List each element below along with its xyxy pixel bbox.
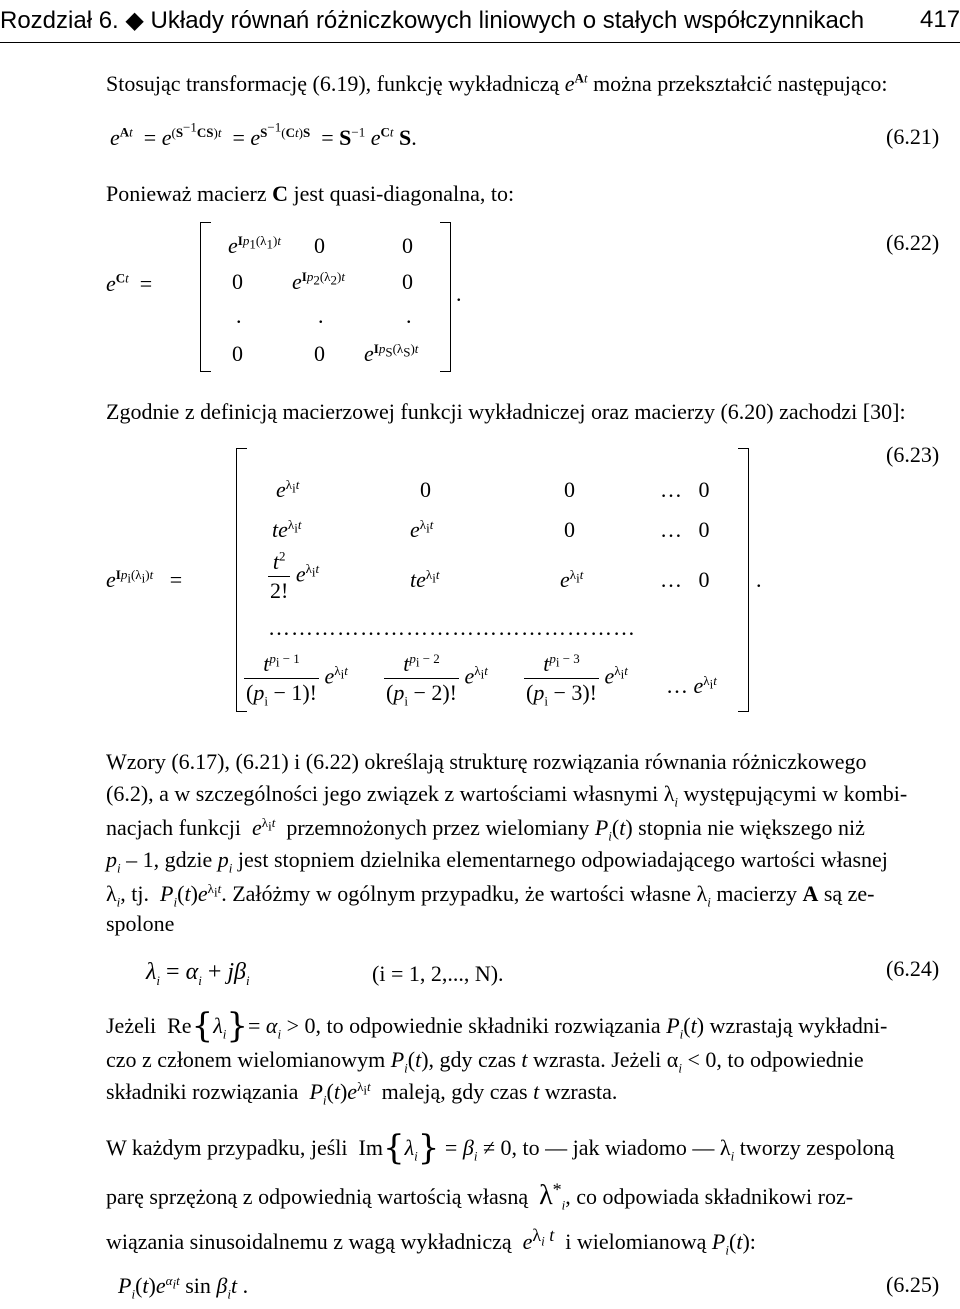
p4-line4: $p_i - 1$, gdzie $p_i$ jest stopniem dzielnika elementarnego odpowiadającego wartości własnej: [106, 847, 888, 876]
p5-line3: składniki rozwiązania $P_i(t)e^{\lambda_it}$ maleją, gdy czas t wzrasta.: [106, 1078, 618, 1108]
p4-line6: spolone: [106, 911, 175, 936]
p6-line1: W każdym przypadku, jeśli $Im\{\lambda_i\} = \beta_i \ne 0$, to — jak wiadomo — $\lambda_i$ tworzy zespoloną: [106, 1128, 895, 1168]
eq22-left-bracket: [200, 222, 211, 372]
paragraph-3: Zgodnie z definicją macierzowej funkcji wykładniczej oraz macierzy (6.20) zachodzi [30]:: [106, 399, 906, 424]
eq22-lhs: $e^{Ct}$ =: [106, 270, 153, 296]
p6-line2: parę sprzężoną z odpowiednią wartością własną $\lambda^*_i$, co odpowiada składnikowi roz-: [106, 1179, 854, 1213]
running-header: [0, 6, 960, 35]
eq23-right-bracket: [738, 448, 749, 712]
chapter-title: ◆ Układy równań różniczkowych liniowych o stałych współczynnikach: [125, 7, 865, 34]
equation-6-24: $\lambda_i = \alpha_i + j\beta_i$: [146, 959, 250, 988]
page-number: 417: [920, 6, 960, 33]
p4-line2: (6.2), a w szczególności jego związek z wartościami własnymi $\lambda_i$ występującymi w kombi-: [106, 781, 908, 810]
eq-number-6-25: (6.25): [886, 1272, 940, 1297]
p6-line3: wiązania sinusoidalnemu z wagą wykładniczą $e^{\lambda_i t}$ i wielomianową $P_i(t)$:: [106, 1224, 756, 1258]
chapter-label: Rozdział 6.: [0, 7, 119, 34]
paragraph-1: Stosując transformację (6.19), funkcję wykładniczą $e^{At}$ można przekształcić następująco:: [106, 70, 888, 96]
header-rule: [0, 42, 960, 43]
equation-6-25: $P_i(t)e^{\alpha_it}$ $\sin \beta_it$ .: [118, 1272, 249, 1302]
equation-6-21: $e^{At} = e^{(S^{-1}CS)t} = e^{S^{-1}(Ct)S} = S^{-1}$ $e^{Ct}$ S.: [110, 119, 417, 150]
p5-line1: Jeżeli $Re\{\lambda_i\}= \alpha_i > 0$, to odpowiednie składniki rozwiązania $P_i(t)$ wzrastają wykładni-: [106, 1006, 888, 1046]
eq24-condition: (i = 1, 2,..., N).: [372, 961, 504, 986]
p5-line2: czo z członem wielomianowym $P_i(t)$, gdy czas t wzrasta. Jeżeli $\alpha_i < 0$, to odpowiednie: [106, 1047, 864, 1076]
eq22-mss: $e^{Ip_S(\lambda_S)t}$: [364, 340, 419, 366]
eq-number-6-21: (6.21): [886, 124, 940, 149]
eq-number-6-23: (6.23): [886, 442, 940, 467]
paragraph-2: Ponieważ macierz C jest quasi-diagonalna, to:: [106, 181, 515, 206]
eq23-lhs: $e^{Ip_i(\lambda_i)t}$ =: [106, 566, 183, 592]
eq-number-6-24: (6.24): [886, 956, 940, 981]
eq22-m11: $e^{Ip_1(\lambda_1)t}$: [228, 232, 281, 258]
p4-line3: nacjach funkcji $e^{\lambda_it}$ przemnożonych przez wielomiany $P_i(t)$ stopnia nie większego niż: [106, 814, 865, 844]
p4-line5: $\lambda_i$, tj. $P_i(t)e^{\lambda_it}$. Załóżmy w ogólnym przypadku, że wartości własne $\lambda_i$ macierzy A są ze-: [106, 880, 875, 910]
eq-number-6-22: (6.22): [886, 230, 940, 255]
eq22-m22: $e^{Ip_2(\lambda_2)t}$: [292, 268, 345, 294]
p4-line1: Wzory (6.17), (6.21) i (6.22) określają strukturę rozwiązania równania różniczkowego: [106, 749, 867, 774]
eq22-right-bracket: [440, 222, 451, 372]
